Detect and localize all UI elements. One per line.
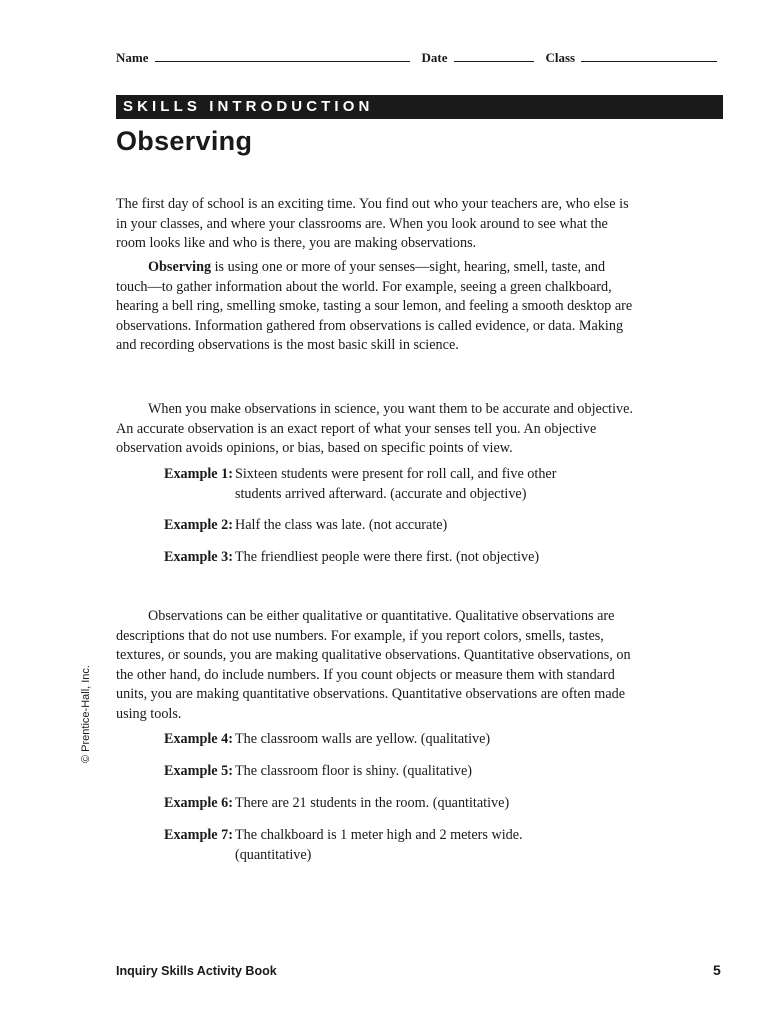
example-label: Example 1: (164, 466, 233, 482)
page-number: 5 (713, 962, 721, 978)
section-banner: SKILLS INTRODUCTION (116, 95, 723, 119)
qualitative-paragraph: Observations can be either qualitative or quantitative. Qualitative observations are descriptions that do not use numbers. For example, if you report colors, smells, tastes, textures, or sounds, you are making qualitative observations. Quantitative observations, on the other hand, do include numbers. If you count objects or measure them with standard units, you are making quantitative observations. Quantitative observations are often made using tools. (116, 608, 631, 722)
class-field[interactable] (581, 50, 717, 62)
example-item (164, 516, 594, 536)
example-text: Half the class was late. (not accurate) (234, 517, 448, 533)
intro-paragraph-1: The first day of school is an exciting time. You find out who your teachers are, who else is in your classes, and where your classrooms are. When you look around to see what the room looks like and who is there, you are making observations. (116, 196, 629, 252)
name-label: Name (116, 50, 149, 65)
example-text: The friendliest people were there first. (not objective) (234, 549, 540, 565)
date-label: Date (421, 50, 448, 65)
accuracy-paragraph: When you make observations in science, you want them to be accurate and objective. An accurate observation is an exact report of what your senses tell you. An objective observation avoids opinions, or bias, based on specific points of view. (116, 401, 633, 457)
copyright-credit: © Prentice-Hall, Inc. (80, 665, 92, 763)
class-label: Class (545, 50, 576, 65)
example-item (164, 794, 594, 814)
example-text: The classroom walls are yellow. (qualitative) (234, 731, 491, 747)
example-label: Example 5: (164, 763, 233, 779)
footer-book-title: Inquiry Skills Activity Book (116, 964, 277, 978)
intro-paragraph-2 (116, 258, 636, 356)
example-item (164, 762, 594, 782)
example-item (164, 730, 594, 750)
observing-term: Observing (148, 259, 212, 275)
example-label: Example 4: (164, 731, 233, 747)
example-item (164, 548, 594, 568)
example-text: Sixteen students were present for roll call, and five other students arrived afterward. (accurate and objective) (234, 466, 557, 502)
date-field[interactable] (454, 50, 534, 62)
example-label: Example 6: (164, 795, 233, 811)
example-label: Example 2: (164, 517, 233, 533)
example-label: Example 3: (164, 549, 233, 565)
observing-definition: is using one or more of your senses—sight, hearing, smell, taste, and touch—to gather information about the world. For example, seeing a green chalkboard, hearing a bell ring, smelling smoke, tasting a sour lemon, and feeling a smooth desktop are observations. Information gathered from observations is called evidence, or data. Making and recording observations is the most basic skill in science. (116, 259, 633, 354)
student-info-header (116, 50, 726, 66)
name-field[interactable] (155, 50, 410, 62)
example-text: There are 21 students in the room. (quantitative) (234, 795, 510, 811)
page-title: Observing (116, 126, 253, 156)
example-text: The chalkboard is 1 meter high and 2 meters wide. (quantitative) (234, 827, 523, 863)
example-label: Example 7: (164, 827, 233, 843)
example-text: The classroom floor is shiny. (qualitative) (234, 763, 473, 779)
example-item (164, 465, 594, 504)
example-item (164, 826, 564, 865)
